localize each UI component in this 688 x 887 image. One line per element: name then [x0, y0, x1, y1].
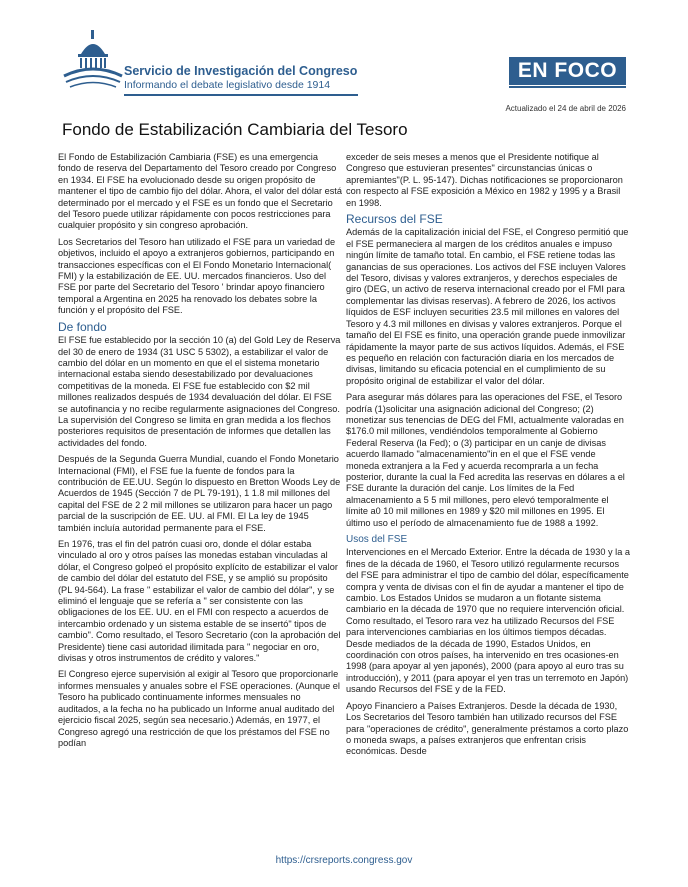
- org-name: Servicio de Investigación del Congreso: [124, 64, 358, 78]
- right-column: [346, 152, 631, 763]
- badge-divider: [509, 86, 626, 88]
- uses-paragraph-1: Intervenciones en el Mercado Exterior. Entre la década de 1930 y la a fines de la década de 1960, el Tesoro utilizó regularmente recursos del FSE para administrar el tipo de cambio del dólar, específicamente compra y venta de divisas con el fin de ayudar a mantener el tipo de cambio. Los Estados Unidos se mudaron a un flotante sistema cambiario en la década de 1970 que no requiere intervención oficial. Como resultado, el Tesoro rara vez ha utilizado Recursos del FSE para intervenciones cambiarias en los últimos tiempos décadas. Desde mediados de la década de 1990, Estados Unidos, en coordinación con otros países, ha intervenido en tres ocasiones-en 1998 (para apoyar al yen japonés), 2000 (para apoyo al euro tras su introducción), y 2011 (para apoyar el yen tras un terremoto en Japón) usando Recursos del FSE y de la FED.: [346, 547, 630, 695]
- section-heading-background: De fondo: [58, 319, 107, 334]
- background-paragraph-3: En 1976, tras el fin del patrón cuasi oro, donde el dólar estaba vinculado al oro y otros países las monedas estaban vinculadas al dólar, el Congreso golpeó el propósito explícito de estabilizar el valor de cambio del dólar del estatuto del FSE, y se amplió su propósito (PL 94-564). La frase " estabilizar el valor de cambio del dólar", y se eliminó el lenguaje que se refería a " ser consistente con las obligaciones de los EE. UU. en el FMI con respecto a acuerdos de intercambio ordenado y un sistema estable de se insertó" tipos de cambio". Como resultado, el Tesoro Secretario (con la aprobación del Presidente) tiene casi autoridad ilimitada para " negociar en oro, divisas y otros instrumentos de crédito y valores.": [58, 539, 341, 664]
- background-paragraph-4: El Congreso ejerce supervisión al exigir al Tesoro que proporcionarle informes mensuales y anuales sobre el FSE operaciones. (Aunque el Tesoro ha publicado continuamente informes mensuales no auditados, a la fecha no ha publicado un Informe anual auditado del ejercicio fiscal 2025, según sea necesario.) Además, en 1977, el Congreso agregó una restricción de que los préstamos del FSE no podían: [58, 669, 340, 748]
- page-header: [0, 0, 688, 113]
- resources-paragraph-2: Para asegurar más dólares para las operaciones del FSE, el Tesoro podría (1)solicitar una asignación adicional del Congreso; (2) monetizar sus tenencias de DEG del FMI, actualmente valoradas en $176.0 mil millones, vendiéndolos temporalmente al Gobierno Federal Reserva (la Fed); o (3) participar en un canje de divisas acuerdo llamado "almacenamiento"in en el que el FSE vende moneda extranjera a la Fed y acuerda recomprarla a un fecha posterior, durante la cual la Fed acredita las reservas en dólares a el FSE durante la duración del canje. Los límites de la Fed almacenamiento a 5 5 mil millones, pero elevó temporalmente el límite a0 10 mil millones en 1989 y $20 mil millones en 1995. El último uso el período de almacenamiento fue de 1988 a 1992.: [346, 392, 625, 528]
- updated-date: Actualizado el 24 de abril de 2026: [505, 104, 626, 113]
- brand-divider: [124, 94, 358, 96]
- resources-paragraph-1: Además de la capitalización inicial del FSE, el Congreso permitió que el FSE permaneciera al margen de los créditos anuales e impuso ningún límite de tamaño total. En cambio, el FSE retiene todas las ganancias de sus operaciones. Los activos del FSE incluyen Valores del Tesoro, divisas y valores extranjeros, y derechos especiales de giro (DEG, un activo de reserva internacional creado por el FMI para complementar las divisas reservas). A febrero de 2026, los activos líquidos de ESF incluyen securities 23.5 mil millones en valores del Tesoro y 4.3 mil millones en divisas y valores extranjeros. Porque el tamaño del El FSE es finito, una operación grande puede inmovilizar rápidamente la mayor parte de sus activos líquidos. Además, el FSE es pequeño en relación con facturación diaria en los mercados de divisas, limitando su eficacia potencial en el cumplimiento de su propósito original de estabilizar el valor del dólar.: [346, 227, 629, 386]
- oversight-continued-paragraph: exceder de seis meses a menos que el Presidente notifique al Congreso que estuvieran presentes" circunstancias únicas o apremiantes"(P. L. 95-147). Dichas notificaciones se proporcionaron con respecto al FSE exposición a México en 1982 y 1995 y a Brasil en 1998.: [346, 152, 623, 208]
- background-paragraph-2: Después de la Segunda Guerra Mundial, cuando el Fondo Monetario Internacional (FMI), el FSE fue la fuente de fondos para la contribución de EE.UU. Según lo dispuesto en Bretton Woods Ley de Acuerdos de 1945 (Sección 7 de PL 79-191), 1 1.8 mil millones del capital del FSE de 2 2 mil millones se utilizaron para hacer un pago parcial de la suscripción de EE. UU. al FMI. El La ley de 1945 también incluía autoridad permanente para el FSE.: [58, 454, 341, 533]
- document-title: Fondo de Estabilización Cambiaria del Tesoro: [62, 120, 408, 139]
- intro-paragraph-1: El Fondo de Estabilización Cambiaria (FSE) es una emergencia fondo de reserva del Departamento del Tesoro creado por Congreso en 1934. El FSE ha evolucionado desde su origen propósito de mantener el tipo de cambio fijo del dólar. Ahora, el valor del dólar está determinado por el mercado y el FSE es un fondo que el Secretario del Tesoro puede utilizar rápidamente con pocos restricciones para cualquier propósito y sin congreso aprobación.: [58, 152, 342, 231]
- uses-paragraph-2: Apoyo Financiero a Países Extranjeros. Desde la década de 1930, Los Secretarios del Tesoro también han utilizado recursos del FSE para "operaciones de crédito", generalmente préstamos a corto plazo o moneda swaps, a países extranjeros que enfrentan crisis económicas. Desde: [346, 700, 629, 757]
- intro-paragraph-2: Los Secretarios del Tesoro han utilizado el FSE para un variedad de objetivos, incluido el apoyo a extranjeros gobiernos, participando en transacciones específicas con el El Fondo Monetario Internacional( FMI) y la estabilización de EE. UU. mercados financieros. Uso del FSE por parte del Secretario del Tesoro ' brindar apoyo financiero temporal a Argentina en 2025 ha renovado los debates sobre la función y el propósito del FSE.: [58, 236, 336, 316]
- footer-url-link[interactable]: https://crsreports.congress.gov: [275, 855, 413, 866]
- left-column: [58, 152, 342, 754]
- background-paragraph-1: El FSE fue establecido por la sección 10 (a) del Gold Ley de Reserva del 30 de enero de 1934 (31 USC 5 5302), a estabilizar el valor de cambio del dólar en un momento en que el el sistema monetario internacional estaba siendo desestabilizado por devaluaciones competitivas de la moneda. El FSE fue establecido con $2 mil millones realizados después de 1934 devaluación del dólar. El FSE se autofinancia y no recibe regularmente asignaciones del Congreso. La supervisión del Congreso se limita en gran medida a los flechos posteriores requisitos de presentación de informes que detallen las actividades del fondo.: [58, 335, 341, 448]
- capitol-dome-icon: [62, 28, 124, 90]
- org-tagline: Informando el debate legislativo desde 1914: [124, 79, 331, 91]
- en-foco-badge: EN FOCO: [509, 57, 626, 85]
- section-heading-uses: Usos del FSE: [346, 534, 408, 545]
- section-heading-resources: Recursos del FSE: [346, 212, 443, 227]
